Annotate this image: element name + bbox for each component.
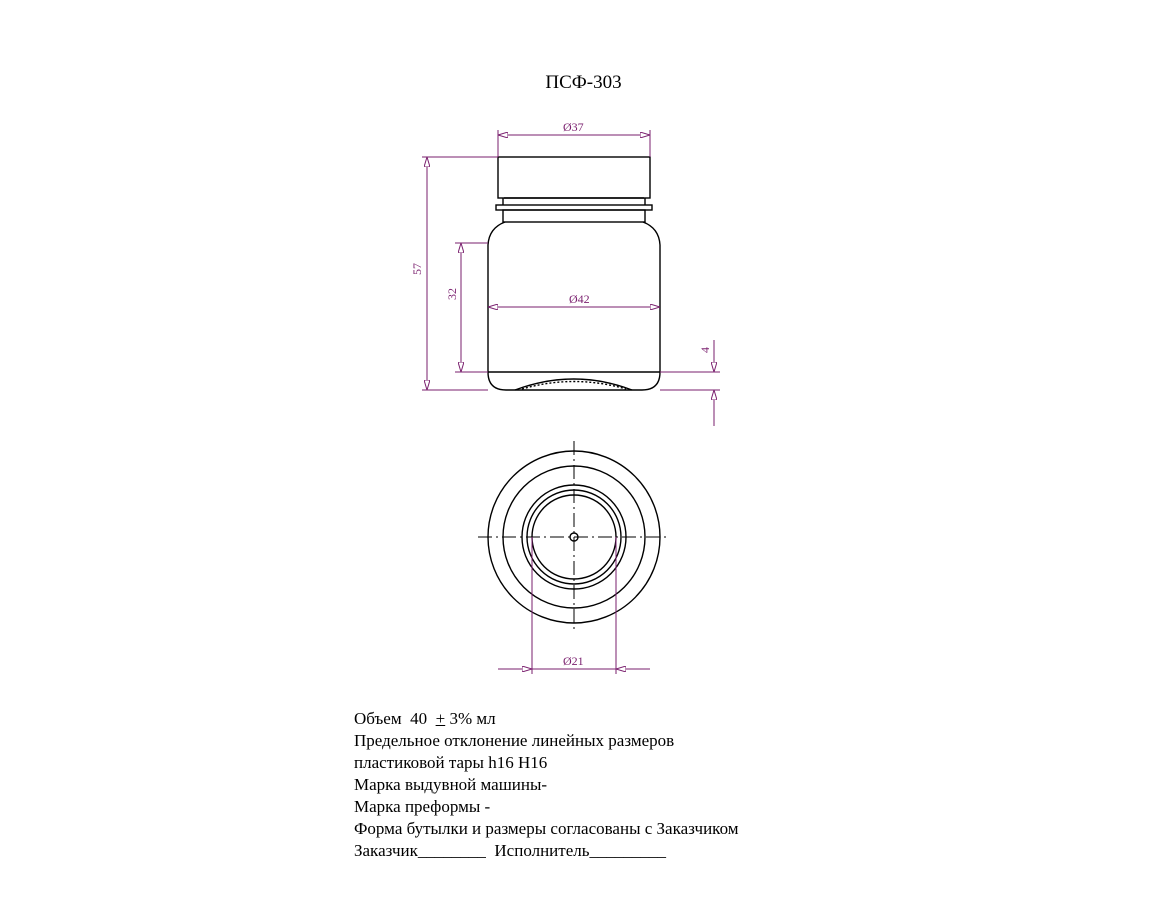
tolerance-line-2: пластиковой тары h16 H16 xyxy=(354,753,548,772)
bottle-top-view xyxy=(478,441,670,674)
base-dome xyxy=(515,379,632,390)
svg-text:Ø21: Ø21 xyxy=(563,654,584,668)
signature-line: Заказчик________ Исполнитель_________ xyxy=(354,841,666,860)
dim-body-height xyxy=(445,243,488,372)
dim-neck-diameter xyxy=(498,537,650,674)
svg-text:57: 57 xyxy=(410,263,424,275)
bottle-body-outline xyxy=(488,222,660,390)
blow-machine-line: Марка выдувной машины- xyxy=(354,775,548,794)
svg-text:Ø37: Ø37 xyxy=(563,120,584,134)
dim-body-diameter xyxy=(488,292,660,307)
specification-notes xyxy=(354,708,739,862)
svg-text:Ø42: Ø42 xyxy=(569,292,590,306)
tolerance-line-1: Предельное отклонение линейных размеров xyxy=(354,731,675,750)
drawing-title: ПСФ-303 xyxy=(545,72,622,93)
neck-collar xyxy=(503,210,645,222)
agreement-line: Форма бутылки и размеры согласованы с Заказчиком xyxy=(354,819,739,838)
dim-base-offset xyxy=(660,340,720,426)
cap-outline xyxy=(498,157,650,198)
dim-total-height xyxy=(410,157,498,390)
bottle-side-view xyxy=(410,120,720,426)
neck-ring xyxy=(496,205,652,210)
svg-text:32: 32 xyxy=(445,288,459,300)
volume-line: Объем 40 + 3% мл xyxy=(354,709,496,728)
svg-text:4: 4 xyxy=(698,347,712,353)
dim-cap-diameter xyxy=(498,120,650,157)
preform-line: Марка преформы - xyxy=(354,797,491,816)
